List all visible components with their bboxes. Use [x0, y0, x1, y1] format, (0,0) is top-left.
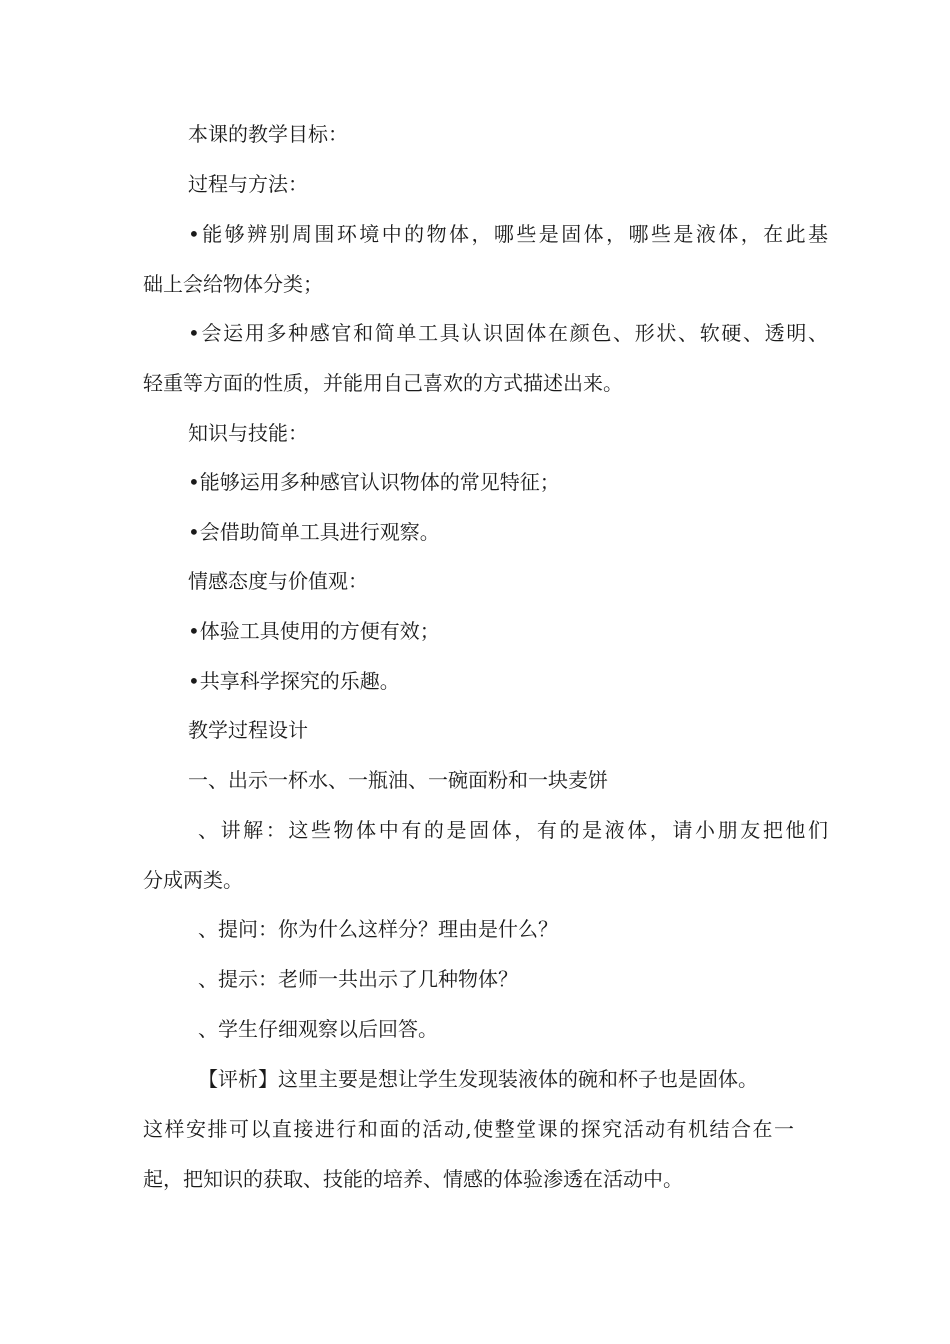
bullet-item-continuation: 轻重等方面的性质，并能用自己喜欢的方式描述出来。	[143, 371, 623, 395]
step-item: 、讲解：这些物体中有的是固体，有的是液体，请小朋友把他们	[198, 818, 828, 842]
commentary-continuation: 起，把知识的获取、技能的培养、情感的体验渗透在活动中。	[143, 1167, 683, 1191]
commentary-paragraph: 【评析】这里主要是想让学生发现装液体的碗和杯子也是固体。	[198, 1067, 758, 1091]
bullet-item: •会借助简单工具进行观察。	[188, 520, 440, 544]
commentary-continuation: 这样安排可以直接进行和面的活动,使整堂课的探究活动有机结合在一	[143, 1117, 794, 1141]
step-item-continuation: 分成两类。	[143, 868, 243, 892]
bullet-item-continuation: 础上会给物体分类；	[143, 272, 323, 296]
step-item: 、提示：老师一共出示了几种物体？	[198, 967, 518, 991]
bullet-item: •共享科学探究的乐趣。	[188, 669, 400, 693]
step-item: 、学生仔细观察以后回答。	[198, 1017, 438, 1041]
step-one-heading: 一、出示一杯水、一瓶油、一碗面粉和一块麦饼	[188, 768, 608, 792]
bullet-item: •能够运用多种感官认识物体的常见特征；	[188, 470, 560, 494]
attitude-values-heading: 情感态度与价值观：	[188, 569, 368, 593]
knowledge-skills-heading: 知识与技能：	[188, 421, 308, 445]
bullet-item: •体验工具使用的方便有效；	[188, 619, 440, 643]
objectives-heading: 本课的教学目标：	[188, 122, 348, 146]
bullet-item: •能够辨别周围环境中的物体，哪些是固体，哪些是液体，在此基	[188, 222, 828, 246]
step-item: 、提问：你为什么这样分？理由是什么？	[198, 917, 558, 941]
bullet-item: •会运用多种感官和简单工具认识固体在颜色、形状、软硬、透明、	[188, 321, 828, 345]
teaching-process-heading: 教学过程设计	[188, 718, 308, 742]
process-methods-heading: 过程与方法：	[188, 172, 308, 196]
